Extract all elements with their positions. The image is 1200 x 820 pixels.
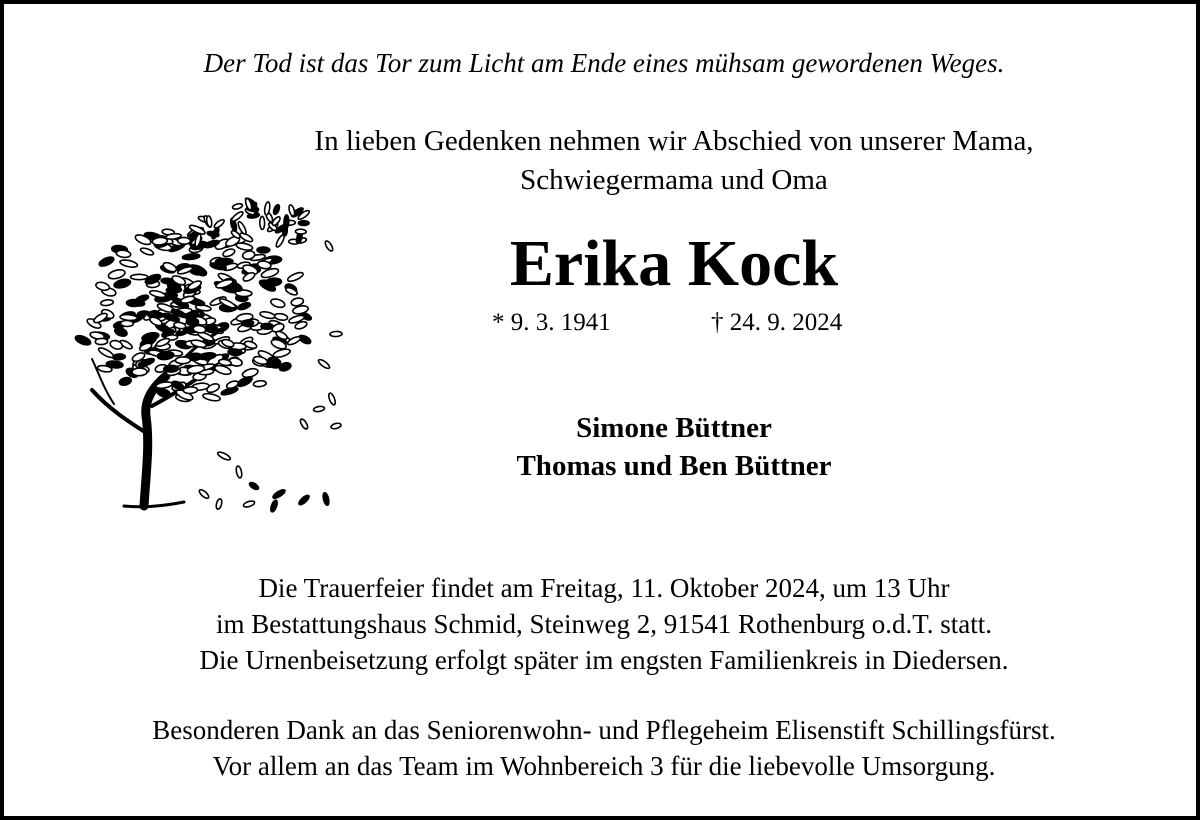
death-date: † 24. 9. 2024 (711, 309, 843, 336)
mourners-list (444, 409, 904, 485)
birth-date: * 9. 3. 1941 (492, 309, 611, 336)
intro-text (244, 122, 1104, 200)
thanks-line: Vor allem an das Team im Wohnbereich 3 für die liebevolle Umsorgung. (212, 751, 996, 781)
mourner-name: Simone Büttner (576, 412, 772, 444)
mourner-name: Thomas und Ben Büttner (516, 450, 832, 482)
intro-line: In lieben Gedenken nehmen wir Abschied von unserer Mama, (314, 125, 1034, 157)
deceased-name: Erika Kock (509, 227, 839, 300)
service-line: Die Trauerfeier findet am Freitag, 11. Oktober 2024, um 13 Uhr (258, 573, 950, 603)
thanks-line: Besonderen Dank an das Seniorenwohn- und Pflegeheim Elisenstift Schillingsfürst. (152, 715, 1056, 745)
motto-quote: Der Tod ist das Tor zum Licht am Ende eines mühsam gewordenen Weges. (203, 48, 1005, 78)
service-line: Die Urnenbeisetzung erfolgt später im engsten Familienkreis in Diedersen. (199, 645, 1009, 675)
service-line: im Bestattungshaus Schmid, Steinweg 2, 91541 Rothenburg o.d.T. statt. (216, 609, 992, 639)
windswept-tree-icon (74, 194, 354, 524)
acknowledgements (4, 712, 1200, 784)
intro-line: Schwiegermama und Oma (520, 164, 828, 196)
funeral-service-info (4, 570, 1200, 678)
